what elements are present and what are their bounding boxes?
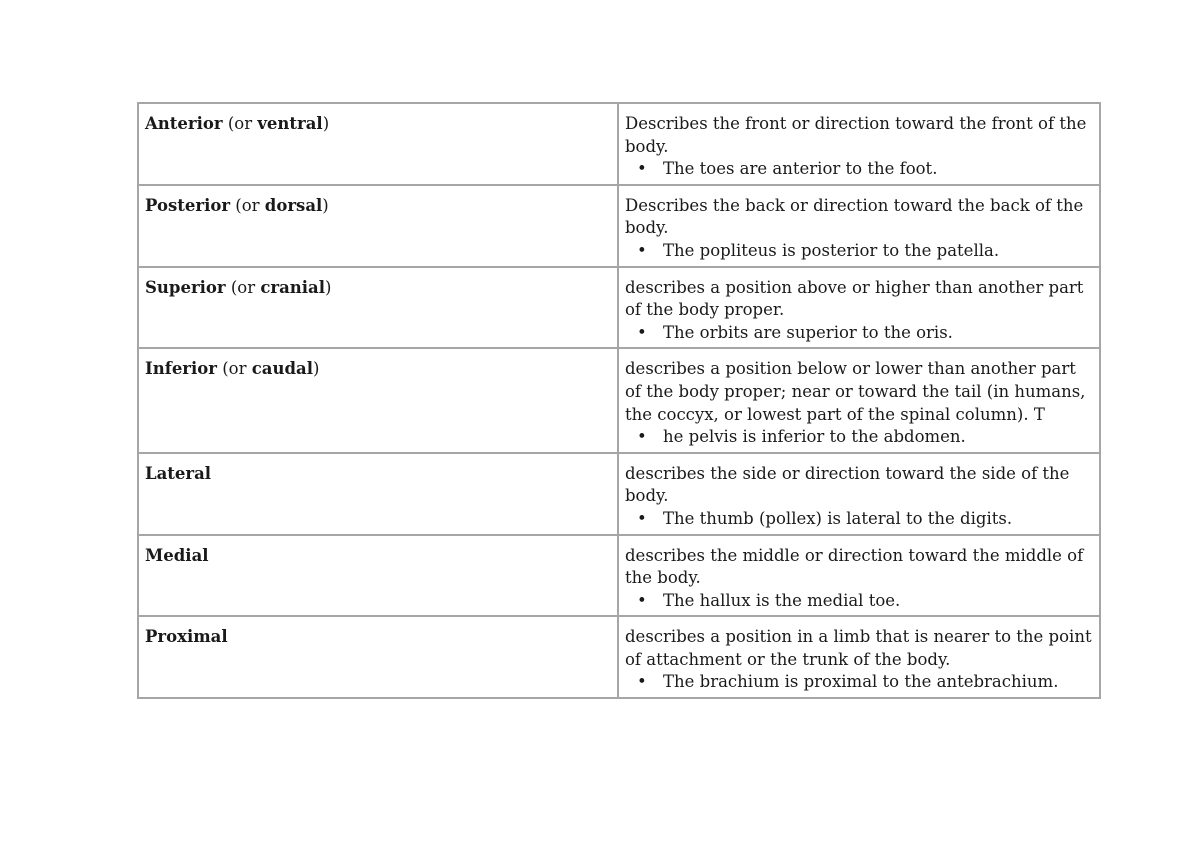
term-description: Describes the back or direction toward the back of the body. xyxy=(625,195,1084,238)
term-name: Anterior xyxy=(145,114,223,133)
table-row xyxy=(138,185,1100,267)
term-name: Medial xyxy=(145,545,209,565)
term-description: describes the middle or direction toward the middle of the body. xyxy=(625,545,1084,588)
term-description: describes a position in a limb that is nearer to the point of attachment or the trunk of the body. xyxy=(625,627,1092,669)
description-cell xyxy=(618,616,1100,698)
term-cell xyxy=(138,267,618,349)
description-cell xyxy=(618,185,1100,267)
term-name: Proximal xyxy=(145,627,228,647)
term-cell xyxy=(138,185,618,267)
table-row xyxy=(138,453,1100,535)
term-qualifier-suffix: ) xyxy=(312,359,320,379)
term-description: describes a position below or lower than another part of the body proper; near or toward the tail (in humans, the coccyx, or lowest part of the spinal column). T xyxy=(625,359,1086,424)
term-qualifier: dorsal xyxy=(264,195,323,215)
term-name: Lateral xyxy=(145,463,212,483)
table-row xyxy=(138,616,1100,698)
term-qualifier-suffix: ) xyxy=(322,114,330,133)
example-list xyxy=(625,240,1093,263)
table-row xyxy=(138,267,1100,349)
term-qualifier: ventral xyxy=(257,114,323,133)
example-list xyxy=(625,671,1093,694)
example-item: • The hallux is the medial toe. xyxy=(663,590,1093,613)
example-item: • he pelvis is inferior to the abdomen. xyxy=(663,426,1093,449)
term-qualifier-suffix: ) xyxy=(325,277,332,297)
term-description: describes a position above or higher than another part of the body proper. xyxy=(625,277,1084,320)
example-item: • The toes are anterior to the foot. xyxy=(663,158,1093,181)
term-description: describes the side or direction toward the side of the body. xyxy=(625,463,1070,506)
term-cell xyxy=(138,453,618,535)
term-description: Describes the front or direction toward the front of the body. xyxy=(625,114,1087,156)
example-item: • The popliteus is posterior to the patella. xyxy=(663,240,1093,263)
description-cell xyxy=(618,267,1100,349)
term-cell xyxy=(138,616,618,698)
example-list xyxy=(625,426,1093,449)
term-qualifier-prefix: (or xyxy=(216,359,252,379)
example-list xyxy=(625,590,1093,613)
example-item: • The thumb (pollex) is lateral to the digits. xyxy=(663,508,1093,531)
term-cell xyxy=(138,348,618,452)
description-cell xyxy=(618,453,1100,535)
term-name: Superior xyxy=(145,277,226,297)
term-qualifier-suffix: ) xyxy=(322,195,329,215)
description-cell xyxy=(618,535,1100,617)
term-name: Posterior xyxy=(145,195,231,215)
description-cell xyxy=(618,103,1100,185)
directional-terms-table xyxy=(137,102,1101,699)
term-qualifier: cranial xyxy=(260,277,326,297)
term-cell xyxy=(138,103,618,185)
term-qualifier-prefix: (or xyxy=(222,114,258,133)
term-cell xyxy=(138,535,618,617)
example-item: • The brachium is proximal to the antebrachium. xyxy=(663,671,1093,694)
example-item: • The orbits are superior to the oris. xyxy=(663,322,1093,345)
term-qualifier: caudal xyxy=(251,359,313,379)
example-list xyxy=(625,158,1093,181)
term-qualifier-prefix: (or xyxy=(225,277,261,297)
term-qualifier-prefix: (or xyxy=(230,195,265,215)
example-list xyxy=(625,508,1093,531)
table-row xyxy=(138,535,1100,617)
example-list xyxy=(625,322,1093,345)
table-row xyxy=(138,348,1100,452)
table-body xyxy=(138,103,1100,698)
term-name: Inferior xyxy=(145,359,217,379)
description-cell xyxy=(618,348,1100,452)
table-row xyxy=(138,103,1100,185)
